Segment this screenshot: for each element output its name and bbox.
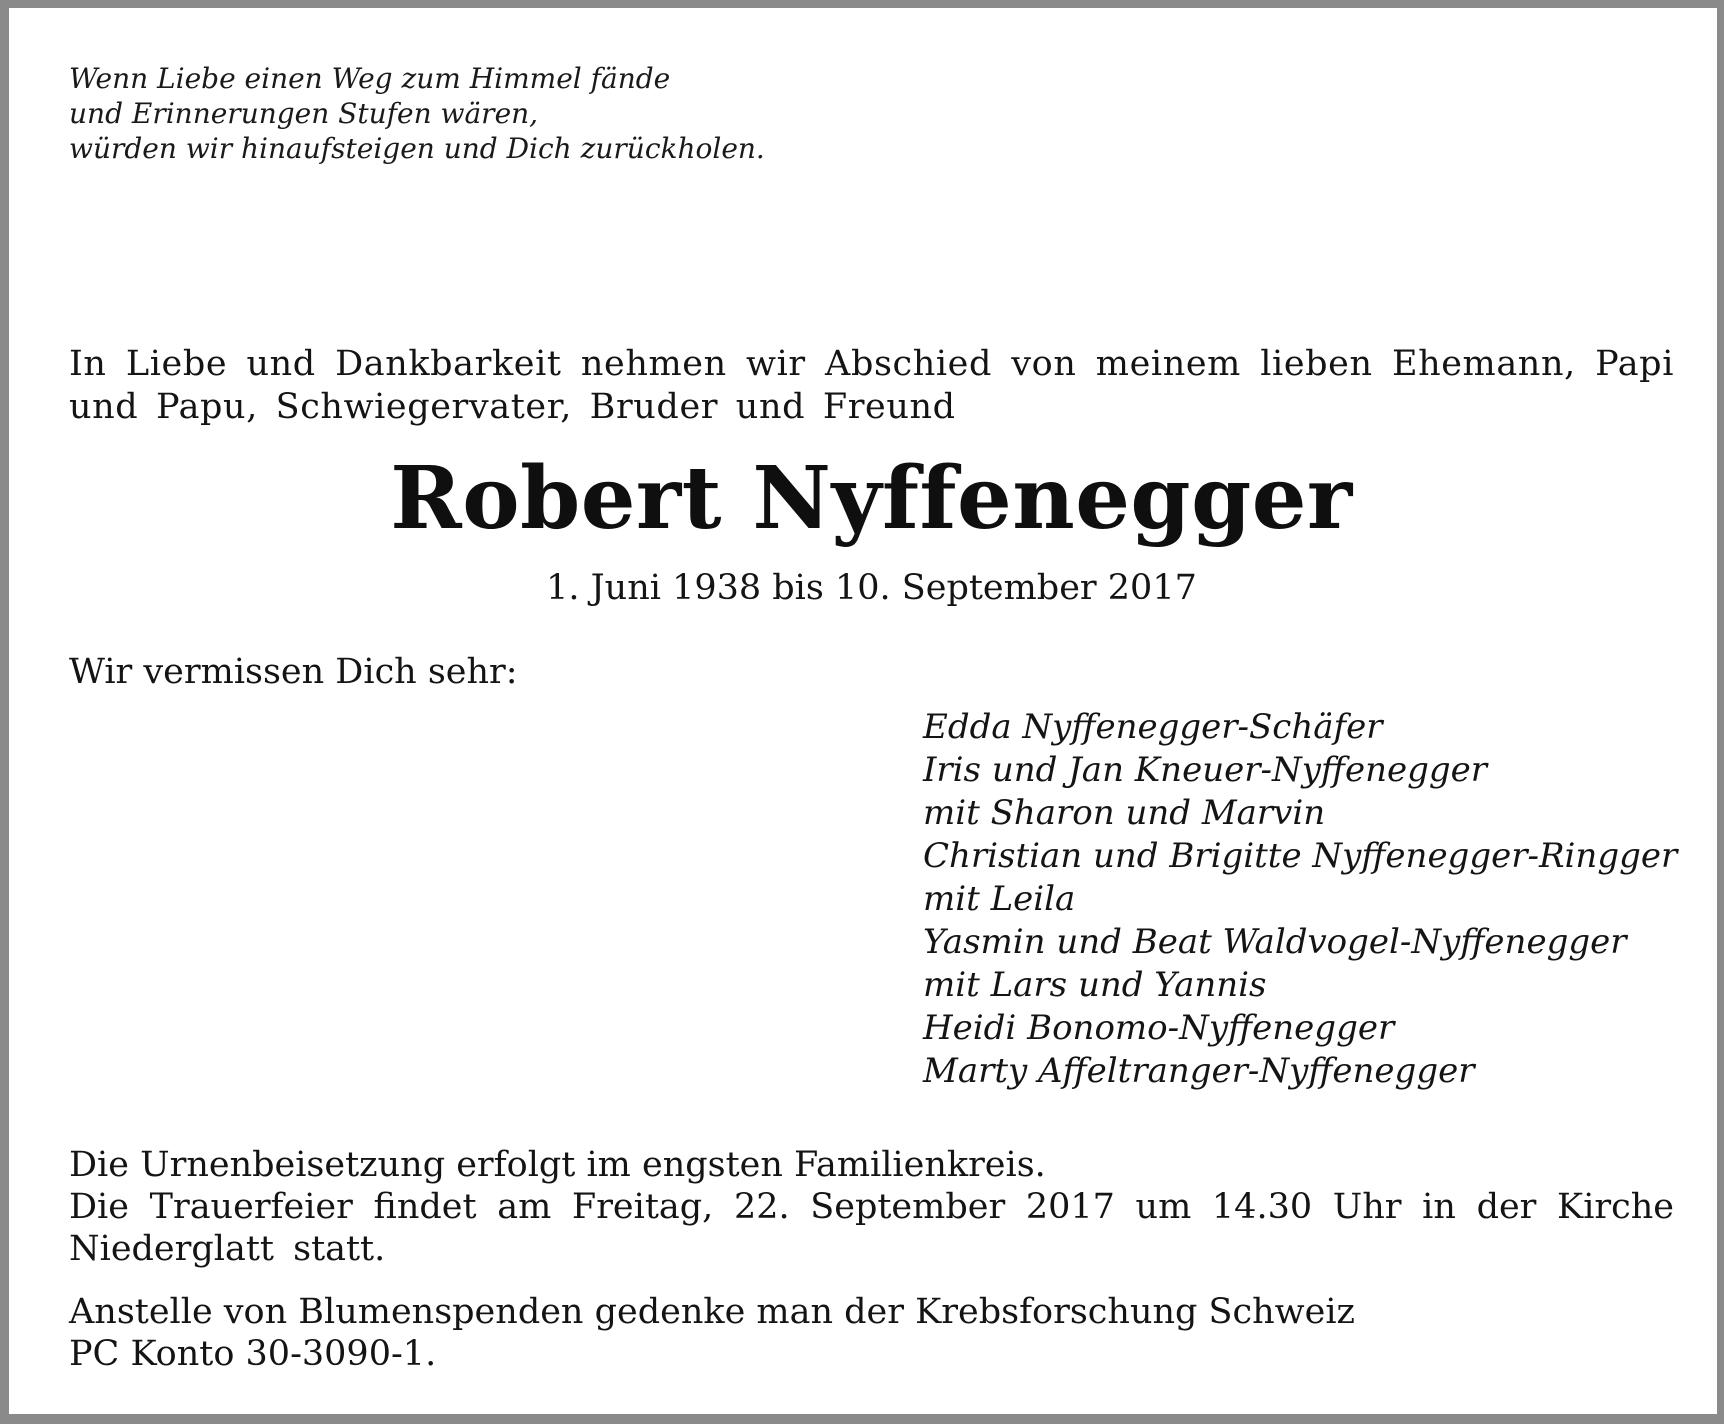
donation-line-1: Anstelle von Blumenspenden gedenke man der Krebsforschung Schweiz [69, 1292, 1355, 1332]
farewell-intro: In Liebe und Dankbarkeit nehmen wir Abschied von meinem lieben Ehemann, Papi und Papu, Schwiegervater, Bruder und Freund [69, 344, 1674, 427]
life-dates: 1. Juni 1938 bis 10. September 2017 [546, 568, 1197, 608]
mourners-heading: Wir vermissen Dich sehr: [69, 652, 518, 692]
poem-line-1: Wenn Liebe einen Weg zum Himmel fände [69, 62, 671, 95]
mourner-line: Edda Nyffenegger-Schäfer [923, 707, 1383, 747]
mourner-line: mit Sharon und Marvin [923, 793, 1326, 833]
mourner-line: Marty Affeltranger-Nyffenegger [923, 1051, 1475, 1091]
mourner-line: mit Lars und Yannis [923, 965, 1267, 1005]
mourners-list [923, 706, 1677, 1093]
donation-account: PC Konto 30-3090-1. [69, 1334, 437, 1374]
mourner-line: Iris und Jan Kneuer-Nyffenegger [923, 750, 1488, 790]
mourner-line: Heidi Bonomo-Nyffenegger [923, 1008, 1395, 1048]
poem-line-3: würden wir hinaufsteigen und Dich zurückholen. [69, 132, 765, 165]
ceremony-info [69, 1144, 1674, 1270]
memorial-poem [69, 61, 765, 166]
poem-line-2: und Erinnerungen Stufen wären, [69, 97, 539, 130]
mourner-line: Yasmin und Beat Waldvogel-Nyffenegger [923, 922, 1627, 962]
funeral-service-note: Die Trauerfeier findet am Freitag, 22. September 2017 um 14.30 Uhr in der Kirche Niederglatt statt. [69, 1187, 1674, 1269]
burial-note: Die Urnenbeisetzung erfolgt im engsten Familienkreis. [69, 1145, 1046, 1185]
deceased-name: Robert Nyffenegger [390, 448, 1353, 549]
donation-info [69, 1291, 1355, 1375]
mourner-line: Christian und Brigitte Nyffenegger-Ringger [923, 836, 1678, 876]
mourner-line: mit Leila [923, 879, 1076, 919]
